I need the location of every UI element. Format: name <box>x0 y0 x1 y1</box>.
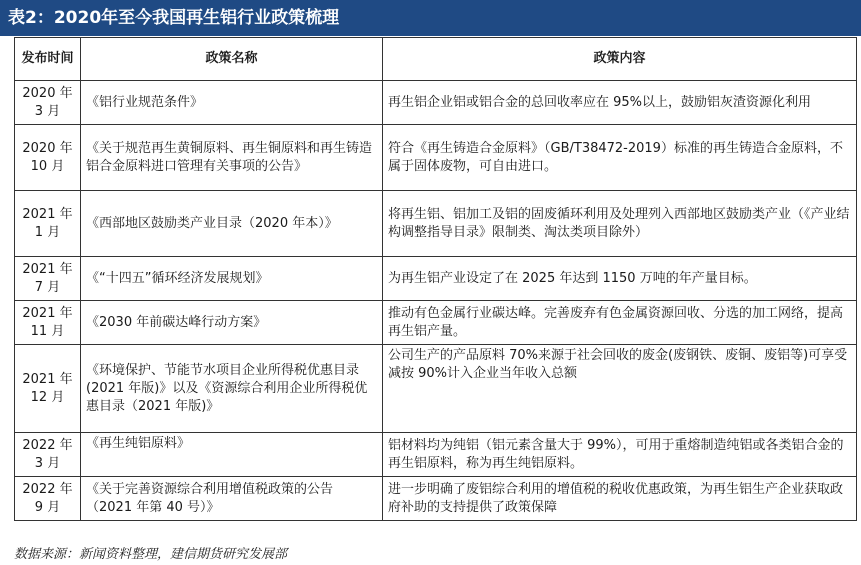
table-row <box>15 81 857 125</box>
table-header-row <box>15 38 857 81</box>
cell-content: 再生铝企业铝或铝合金的总回收率应在 95%以上，鼓励铝灰渣资源化利用 <box>383 81 857 125</box>
cell-name: 《关于完善资源综合利用增值税政策的公告（2021 年第 40 号）》 <box>81 477 383 521</box>
table-row <box>15 477 857 521</box>
cell-content: 将再生铝、铝加工及铝的固废循环利用及处理列入西部地区鼓励类产业（《产业结构调整指导目录》限制类、淘汰类项目除外） <box>383 191 857 257</box>
table-row <box>15 125 857 191</box>
table-row <box>15 345 857 433</box>
cell-content: 铝材料均为纯铝（铝元素含量大于 99%），可用于重熔制造纯铝或各类铝合金的再生铝原料，称为再生纯铝原料。 <box>383 433 857 477</box>
cell-name: 《2030 年前碳达峰行动方案》 <box>81 301 383 345</box>
table-row <box>15 301 857 345</box>
cell-time: 2021 年 7 月 <box>15 257 81 301</box>
cell-time: 2021 年 12 月 <box>15 345 81 433</box>
header-name: 政策名称 <box>81 38 383 81</box>
cell-time: 2020 年 10 月 <box>15 125 81 191</box>
cell-time: 2021 年 1 月 <box>15 191 81 257</box>
cell-content: 为再生铝产业设定了在 2025 年达到 1150 万吨的年产量目标。 <box>383 257 857 301</box>
table-row <box>15 191 857 257</box>
data-source-note: 数据来源：新闻资料整理，建信期货研究发展部 <box>14 547 288 562</box>
header-content: 政策内容 <box>383 38 857 81</box>
cell-content: 进一步明确了废铝综合利用的增值税的税收优惠政策，为再生铝生产企业获取政府补助的支持提供了政策保障 <box>383 477 857 521</box>
policy-table <box>14 37 857 521</box>
cell-name: 《铝行业规范条件》 <box>81 81 383 125</box>
table-title: 表2：2020年至今我国再生铝行业政策梳理 <box>0 0 861 36</box>
header-time: 发布时间 <box>15 38 81 81</box>
table-row <box>15 257 857 301</box>
table-row <box>15 433 857 477</box>
cell-time: 2022 年 9 月 <box>15 477 81 521</box>
cell-name: 《关于规范再生黄铜原料、再生铜原料和再生铸造铝合金原料进口管理有关事项的公告》 <box>81 125 383 191</box>
cell-time: 2022 年 3 月 <box>15 433 81 477</box>
cell-name: 《西部地区鼓励类产业目录（2020 年本）》 <box>81 191 383 257</box>
cell-time: 2020 年 3 月 <box>15 81 81 125</box>
cell-name: 《再生纯铝原料》 <box>81 433 383 477</box>
cell-time: 2021 年 11 月 <box>15 301 81 345</box>
cell-name: 《“十四五”循环经济发展规划》 <box>81 257 383 301</box>
cell-content: 公司生产的产品原料 70%来源于社会回收的废金(废钢铁、废铜、废铝等)可享受减按 90%计入企业当年收入总额 <box>383 345 857 433</box>
cell-name: 《环境保护、节能节水项目企业所得税优惠目录(2021 年版)》以及《资源综合利用企业所得税优惠目录（2021 年版)》 <box>81 345 383 433</box>
cell-content: 符合《再生铸造合金原料》（GB/T38472-2019）标准的再生铸造合金原料，不属于固体废物，可自由进口。 <box>383 125 857 191</box>
cell-content: 推动有色金属行业碳达峰。完善废弃有色金属资源回收、分选的加工网络，提高再生铝产量。 <box>383 301 857 345</box>
